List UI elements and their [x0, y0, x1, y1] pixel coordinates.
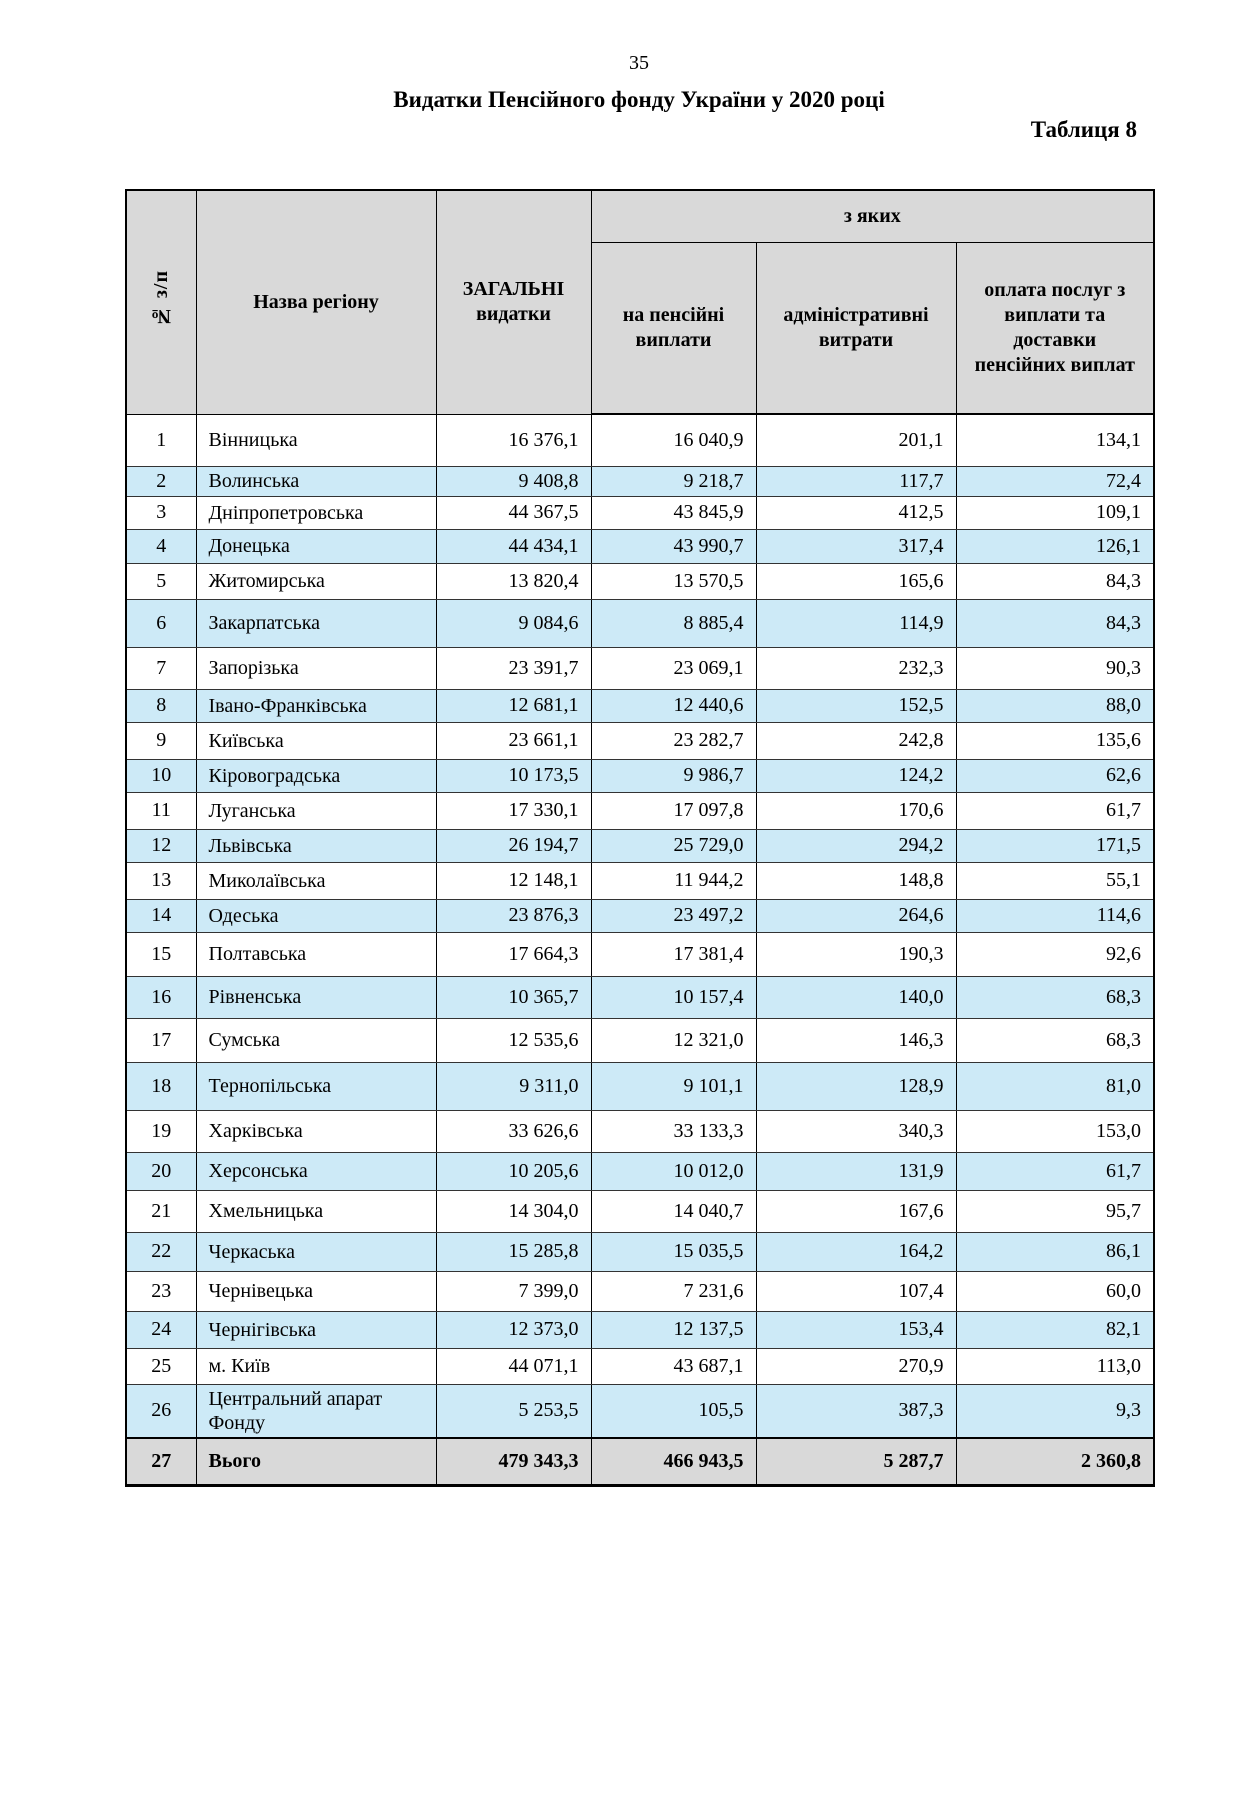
total-expenditures-cell: 12 681,1	[436, 689, 591, 722]
region-name-cell: Полтавська	[196, 932, 436, 976]
region-name-cell: Кіровоградська	[196, 759, 436, 792]
region-name-cell: Львівська	[196, 829, 436, 862]
row-number-cell: 20	[126, 1152, 196, 1190]
table-row	[126, 862, 1154, 899]
total-expenditures-cell: 12 373,0	[436, 1311, 591, 1348]
payment-delivery-services-cell: 153,0	[956, 1110, 1154, 1152]
region-name-cell: Сумська	[196, 1018, 436, 1062]
expenditures-table	[125, 189, 1155, 1487]
pension-payments-cell: 10 157,4	[591, 976, 756, 1018]
total-expenditures-cell: 5 253,5	[436, 1384, 591, 1438]
table-header	[126, 190, 1154, 414]
admin-expenses-cell: 114,9	[756, 599, 956, 647]
region-name-cell: Волинська	[196, 466, 436, 496]
pension-payments-cell: 12 440,6	[591, 689, 756, 722]
region-name-cell: Чернігівська	[196, 1311, 436, 1348]
total-expenditures-cell: 44 071,1	[436, 1348, 591, 1384]
row-number-cell: 17	[126, 1018, 196, 1062]
pension-payments-cell: 10 012,0	[591, 1152, 756, 1190]
pension-payments-cell: 105,5	[591, 1384, 756, 1438]
admin-expenses-cell: 264,6	[756, 899, 956, 932]
region-name-cell: Івано-Франківська	[196, 689, 436, 722]
payment-delivery-services-cell: 90,3	[956, 647, 1154, 689]
table-body	[126, 414, 1154, 1486]
total-expenditures-cell: 12 535,6	[436, 1018, 591, 1062]
payment-delivery-services-cell: 92,6	[956, 932, 1154, 976]
row-number-cell: 22	[126, 1232, 196, 1271]
totals-row	[126, 1438, 1154, 1486]
payment-delivery-services-cell: 55,1	[956, 862, 1154, 899]
pension-payments-cell: 9 101,1	[591, 1062, 756, 1110]
total-expenditures-cell: 17 664,3	[436, 932, 591, 976]
total-expenditures-cell: 33 626,6	[436, 1110, 591, 1152]
pension-payments-cell: 16 040,9	[591, 414, 756, 466]
admin-expenses-cell: 117,7	[756, 466, 956, 496]
table-row	[126, 599, 1154, 647]
total-expenditures-cell: 16 376,1	[436, 414, 591, 466]
row-number-cell: 10	[126, 759, 196, 792]
payment-delivery-services-cell: 126,1	[956, 529, 1154, 563]
table-row	[126, 689, 1154, 722]
table-row	[126, 722, 1154, 759]
total-expenditures-cell: 26 194,7	[436, 829, 591, 862]
row-number-cell: 11	[126, 792, 196, 829]
admin-expenses-cell: 270,9	[756, 1348, 956, 1384]
admin-expenses-cell: 146,3	[756, 1018, 956, 1062]
admin-expenses-cell: 140,0	[756, 976, 956, 1018]
region-name-cell: Чернівецька	[196, 1271, 436, 1311]
payment-delivery-services-cell: 95,7	[956, 1190, 1154, 1232]
pension-payments-cell: 13 570,5	[591, 563, 756, 599]
row-number-cell: 3	[126, 496, 196, 529]
total-expenditures-cell: 7 399,0	[436, 1271, 591, 1311]
region-name-cell: Дніпропетровська	[196, 496, 436, 529]
admin-expenses-cell: 124,2	[756, 759, 956, 792]
admin-expenses-cell: 107,4	[756, 1271, 956, 1311]
region-name-cell: Вінницька	[196, 414, 436, 466]
admin-expenses-cell: 164,2	[756, 1232, 956, 1271]
table-row	[126, 414, 1154, 466]
table-row	[126, 1271, 1154, 1311]
payment-delivery-services-cell: 72,4	[956, 466, 1154, 496]
region-name-cell: Рівненська	[196, 976, 436, 1018]
total-expenditures-cell: 15 285,8	[436, 1232, 591, 1271]
payment-delivery-services-cell: 68,3	[956, 976, 1154, 1018]
row-number-cell: 27	[126, 1438, 196, 1486]
pension-payments-cell: 25 729,0	[591, 829, 756, 862]
payment-delivery-services-cell: 135,6	[956, 722, 1154, 759]
admin-expenses-cell: 387,3	[756, 1384, 956, 1438]
table-row	[126, 1348, 1154, 1384]
admin-expenses-cell: 412,5	[756, 496, 956, 529]
admin-expenses-cell: 170,6	[756, 792, 956, 829]
table-row	[126, 563, 1154, 599]
admin-expenses-cell: 148,8	[756, 862, 956, 899]
total-expenditures-cell: 13 820,4	[436, 563, 591, 599]
table-row	[126, 976, 1154, 1018]
total-expenditures-cell: 14 304,0	[436, 1190, 591, 1232]
total-expenditures-cell: 23 661,1	[436, 722, 591, 759]
region-name-cell: Херсонська	[196, 1152, 436, 1190]
region-name-cell: м. Київ	[196, 1348, 436, 1384]
pension-payments-cell: 23 282,7	[591, 722, 756, 759]
table-row	[126, 899, 1154, 932]
column-header-region: Назва регіону	[196, 190, 436, 414]
region-name-cell: Одеська	[196, 899, 436, 932]
table-row	[126, 1232, 1154, 1271]
total-expenditures-cell: 44 434,1	[436, 529, 591, 563]
table-row	[126, 1018, 1154, 1062]
region-name-cell: Луганська	[196, 792, 436, 829]
total-expenditures-cell: 10 173,5	[436, 759, 591, 792]
row-number-cell: 1	[126, 414, 196, 466]
row-number-cell: 15	[126, 932, 196, 976]
row-number-cell: 23	[126, 1271, 196, 1311]
payment-delivery-services-cell: 61,7	[956, 792, 1154, 829]
total-expenditures-cell: 9 311,0	[436, 1062, 591, 1110]
pension-payments-cell: 23 497,2	[591, 899, 756, 932]
admin-expenses-cell: 5 287,7	[756, 1438, 956, 1486]
admin-expenses-cell: 128,9	[756, 1062, 956, 1110]
table-row	[126, 1384, 1154, 1438]
payment-delivery-services-cell: 62,6	[956, 759, 1154, 792]
row-number-cell: 7	[126, 647, 196, 689]
admin-expenses-cell: 167,6	[756, 1190, 956, 1232]
total-expenditures-cell: 10 365,7	[436, 976, 591, 1018]
table-row	[126, 1311, 1154, 1348]
region-name-cell: Донецька	[196, 529, 436, 563]
payment-delivery-services-cell: 81,0	[956, 1062, 1154, 1110]
table-row	[126, 1152, 1154, 1190]
total-expenditures-cell: 44 367,5	[436, 496, 591, 529]
row-number-cell: 12	[126, 829, 196, 862]
payment-delivery-services-cell: 82,1	[956, 1311, 1154, 1348]
table-row	[126, 496, 1154, 529]
region-name-cell: Хмельницька	[196, 1190, 436, 1232]
table-row	[126, 829, 1154, 862]
region-name-cell: Київська	[196, 722, 436, 759]
admin-expenses-cell: 152,5	[756, 689, 956, 722]
column-header-payment-delivery-services: оплата послуг з виплати та доставки пенсійних виплат	[956, 242, 1154, 414]
region-name-cell: Миколаївська	[196, 862, 436, 899]
row-number-header-label: № з/п	[149, 270, 172, 328]
admin-expenses-cell: 131,9	[756, 1152, 956, 1190]
row-number-cell: 14	[126, 899, 196, 932]
pension-payments-cell: 17 097,8	[591, 792, 756, 829]
payment-delivery-services-cell: 84,3	[956, 599, 1154, 647]
pension-payments-cell: 17 381,4	[591, 932, 756, 976]
total-expenditures-cell: 17 330,1	[436, 792, 591, 829]
payment-delivery-services-cell: 113,0	[956, 1348, 1154, 1384]
table-caption: Таблиця 8	[1030, 117, 1137, 142]
table-row	[126, 529, 1154, 563]
region-name-cell: Житомирська	[196, 563, 436, 599]
payment-delivery-services-cell: 60,0	[956, 1271, 1154, 1311]
admin-expenses-cell: 232,3	[756, 647, 956, 689]
pension-payments-cell: 11 944,2	[591, 862, 756, 899]
column-header-row-number	[126, 190, 196, 414]
row-number-cell: 26	[126, 1384, 196, 1438]
payment-delivery-services-cell: 109,1	[956, 496, 1154, 529]
pension-payments-cell: 43 990,7	[591, 529, 756, 563]
region-name-cell: Тернопільська	[196, 1062, 436, 1110]
document-title: Видатки Пенсійного фонду України у 2020 році	[393, 87, 885, 112]
table-row	[126, 792, 1154, 829]
admin-expenses-cell: 340,3	[756, 1110, 956, 1152]
page-number: 35	[629, 52, 649, 74]
row-number-cell: 25	[126, 1348, 196, 1384]
column-header-admin-expenses: адміністративні витрати	[756, 242, 956, 414]
region-name-cell: Закарпатська	[196, 599, 436, 647]
region-name-cell: Харківська	[196, 1110, 436, 1152]
table-row	[126, 1190, 1154, 1232]
pension-payments-cell: 12 321,0	[591, 1018, 756, 1062]
row-number-cell: 6	[126, 599, 196, 647]
table-row	[126, 759, 1154, 792]
payment-delivery-services-cell: 86,1	[956, 1232, 1154, 1271]
total-expenditures-cell: 23 876,3	[436, 899, 591, 932]
total-expenditures-cell: 479 343,3	[436, 1438, 591, 1486]
table-row	[126, 466, 1154, 496]
row-number-cell: 5	[126, 563, 196, 599]
row-number-cell: 24	[126, 1311, 196, 1348]
admin-expenses-cell: 153,4	[756, 1311, 956, 1348]
table-row	[126, 1062, 1154, 1110]
pension-payments-cell: 43 845,9	[591, 496, 756, 529]
pension-payments-cell: 8 885,4	[591, 599, 756, 647]
region-name-cell: Вього	[196, 1438, 436, 1486]
payment-delivery-services-cell: 84,3	[956, 563, 1154, 599]
pension-payments-cell: 9 218,7	[591, 466, 756, 496]
pension-payments-cell: 9 986,7	[591, 759, 756, 792]
payment-delivery-services-cell: 114,6	[956, 899, 1154, 932]
payment-delivery-services-cell: 9,3	[956, 1384, 1154, 1438]
pension-payments-cell: 466 943,5	[591, 1438, 756, 1486]
pension-payments-cell: 33 133,3	[591, 1110, 756, 1152]
admin-expenses-cell: 165,6	[756, 563, 956, 599]
admin-expenses-cell: 294,2	[756, 829, 956, 862]
total-expenditures-cell: 10 205,6	[436, 1152, 591, 1190]
total-expenditures-cell: 9 408,8	[436, 466, 591, 496]
admin-expenses-cell: 317,4	[756, 529, 956, 563]
row-number-cell: 16	[126, 976, 196, 1018]
row-number-cell: 19	[126, 1110, 196, 1152]
row-number-cell: 9	[126, 722, 196, 759]
pension-payments-cell: 15 035,5	[591, 1232, 756, 1271]
total-expenditures-cell: 12 148,1	[436, 862, 591, 899]
table-row	[126, 647, 1154, 689]
pension-payments-cell: 12 137,5	[591, 1311, 756, 1348]
payment-delivery-services-cell: 2 360,8	[956, 1438, 1154, 1486]
row-number-cell: 21	[126, 1190, 196, 1232]
column-group-header-of-which: з яких	[591, 190, 1154, 242]
payment-delivery-services-cell: 88,0	[956, 689, 1154, 722]
payment-delivery-services-cell: 171,5	[956, 829, 1154, 862]
admin-expenses-cell: 242,8	[756, 722, 956, 759]
table-row	[126, 932, 1154, 976]
total-expenditures-cell: 23 391,7	[436, 647, 591, 689]
region-name-cell: Центральний апарат Фонду	[196, 1384, 436, 1438]
payment-delivery-services-cell: 61,7	[956, 1152, 1154, 1190]
pension-payments-cell: 7 231,6	[591, 1271, 756, 1311]
pension-payments-cell: 43 687,1	[591, 1348, 756, 1384]
payment-delivery-services-cell: 68,3	[956, 1018, 1154, 1062]
row-number-cell: 4	[126, 529, 196, 563]
row-number-cell: 13	[126, 862, 196, 899]
row-number-cell: 8	[126, 689, 196, 722]
admin-expenses-cell: 201,1	[756, 414, 956, 466]
row-number-cell: 2	[126, 466, 196, 496]
pension-payments-cell: 14 040,7	[591, 1190, 756, 1232]
column-header-total-expenditures: ЗАГАЛЬНІ видатки	[436, 190, 591, 414]
total-expenditures-cell: 9 084,6	[436, 599, 591, 647]
region-name-cell: Черкаська	[196, 1232, 436, 1271]
table-row	[126, 1110, 1154, 1152]
pension-payments-cell: 23 069,1	[591, 647, 756, 689]
payment-delivery-services-cell: 134,1	[956, 414, 1154, 466]
column-header-pension-payments: на пенсійні виплати	[591, 242, 756, 414]
row-number-cell: 18	[126, 1062, 196, 1110]
admin-expenses-cell: 190,3	[756, 932, 956, 976]
region-name-cell: Запорізька	[196, 647, 436, 689]
